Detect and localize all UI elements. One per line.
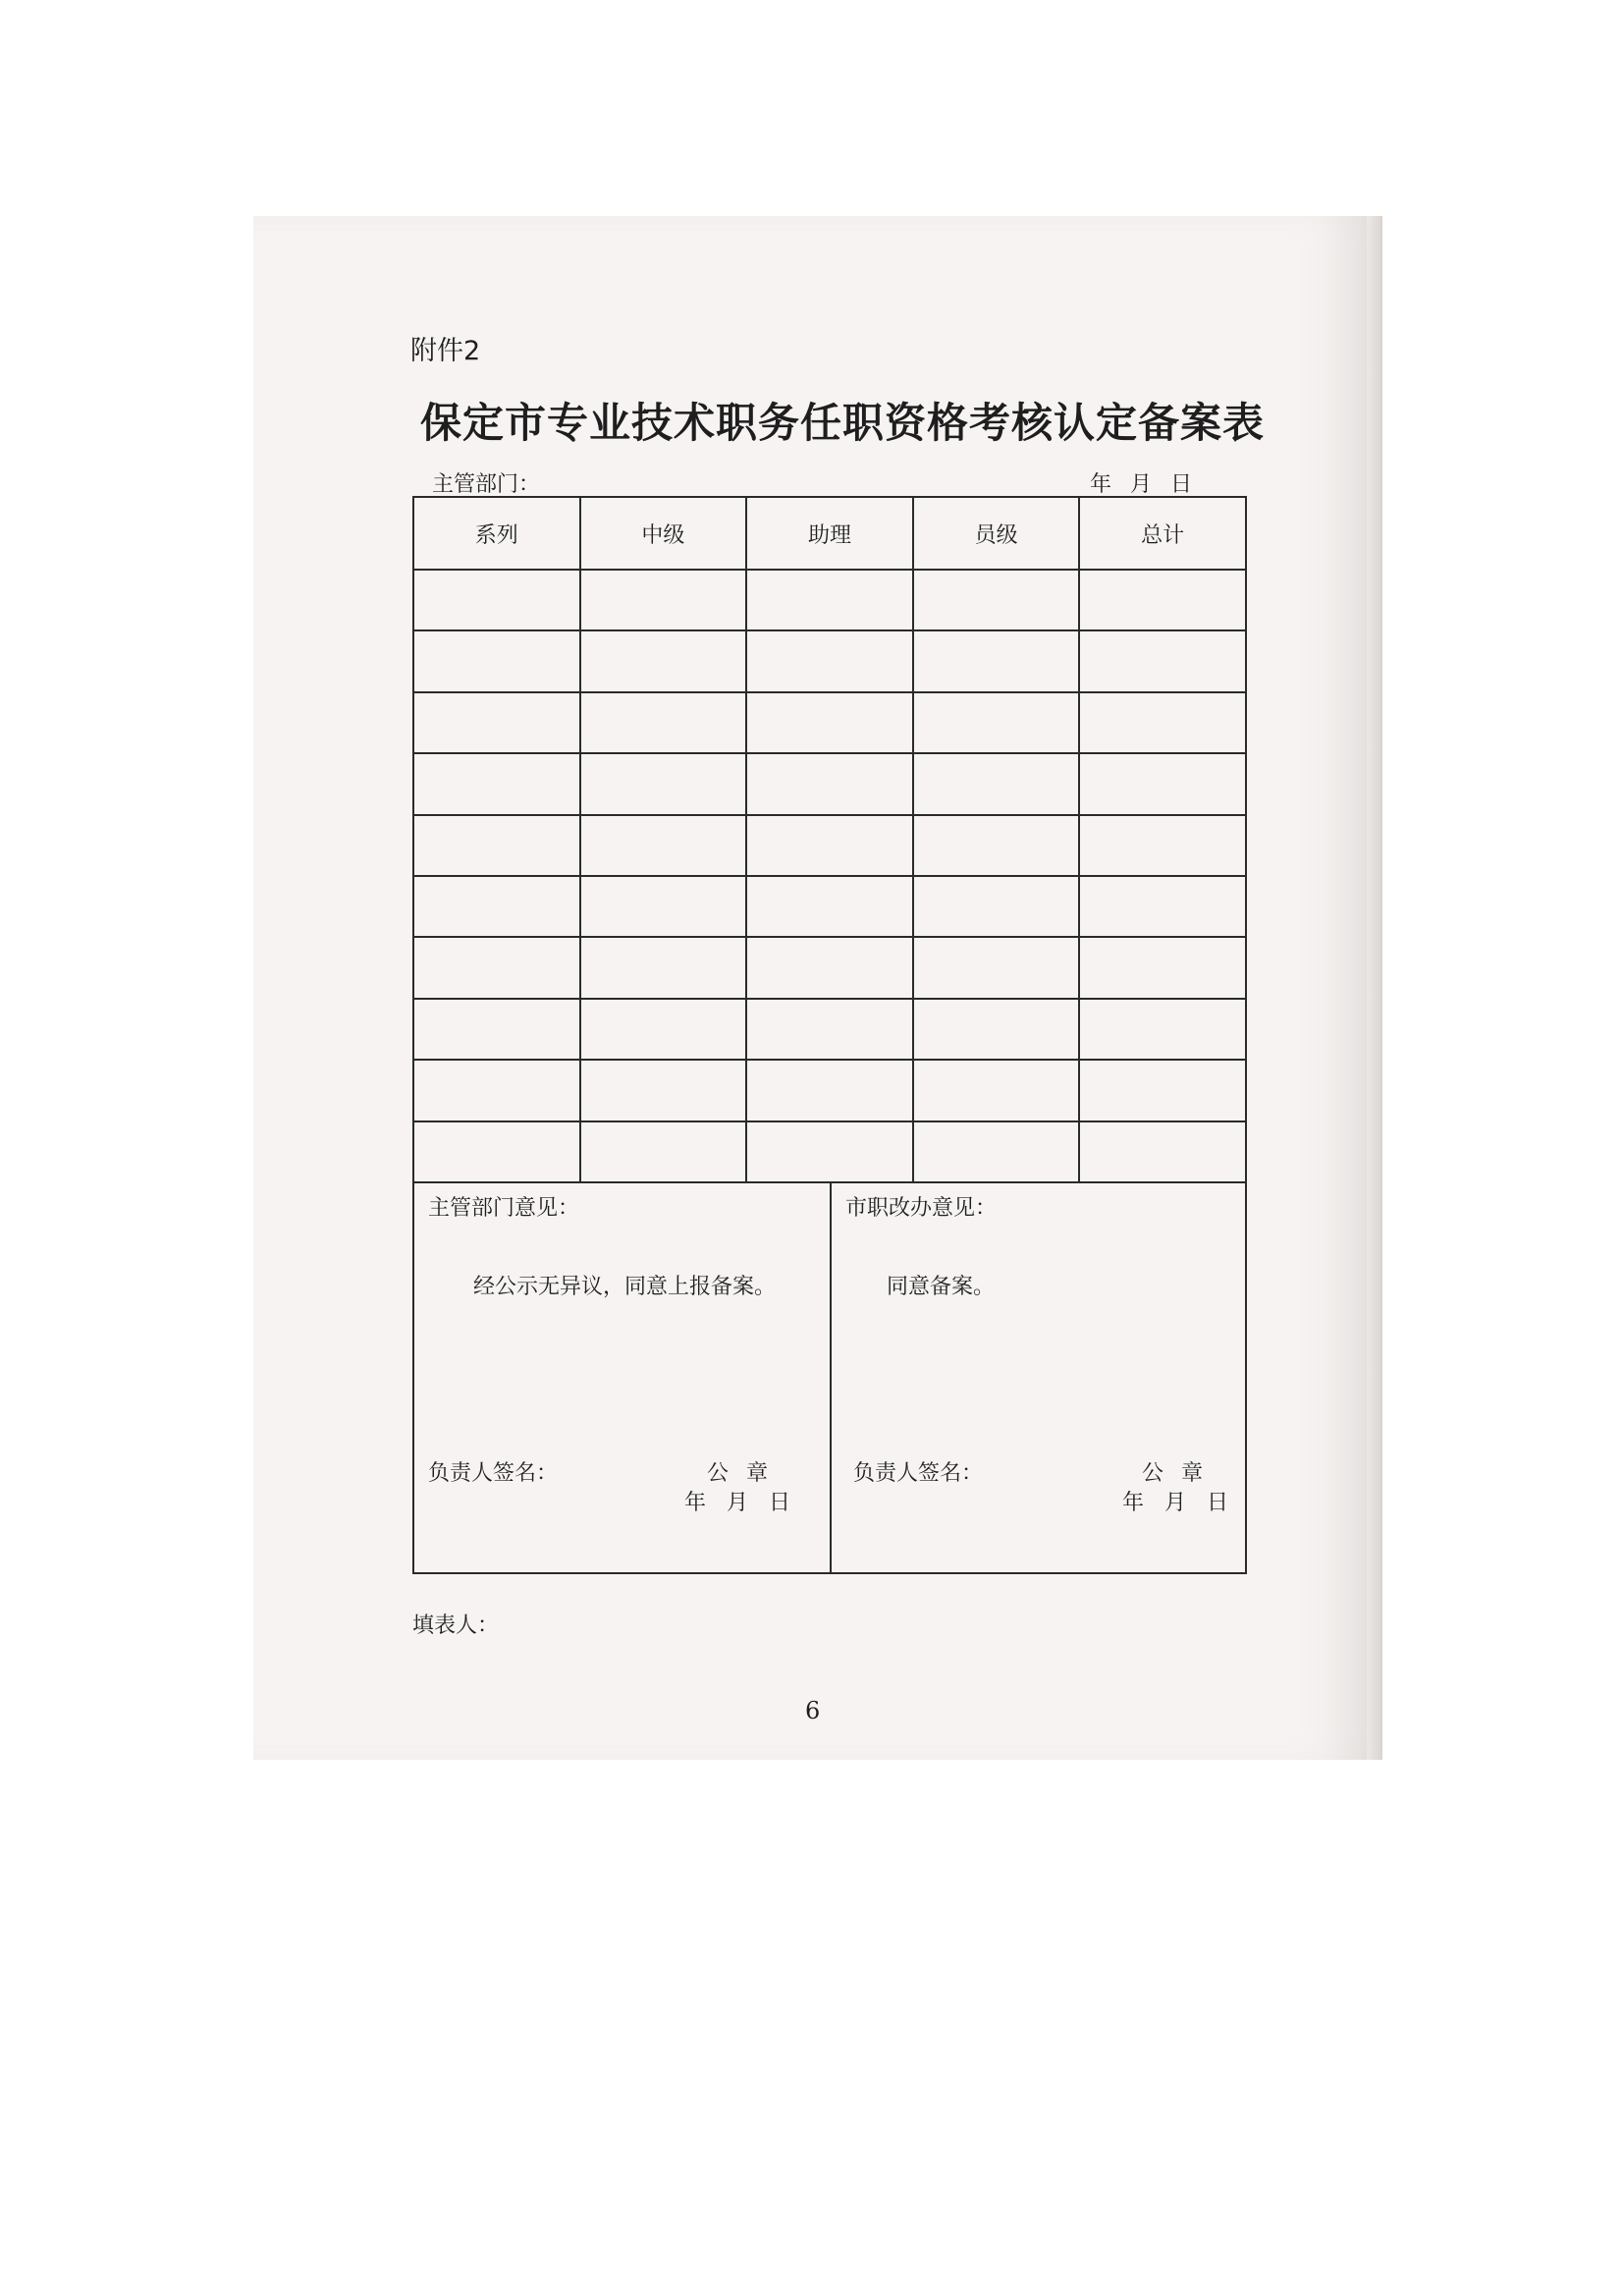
department-opinion-label: 主管部门意见： bbox=[428, 1196, 580, 1221]
table-cell bbox=[913, 570, 1080, 630]
page-edge-shadow bbox=[1367, 216, 1382, 1760]
table-cell bbox=[913, 815, 1080, 876]
column-header-total: 总计 bbox=[1079, 497, 1246, 570]
table-cell bbox=[413, 630, 580, 691]
table-row bbox=[413, 1060, 1246, 1121]
table-cell bbox=[1079, 999, 1246, 1060]
table-cell bbox=[580, 999, 747, 1060]
table-cell bbox=[1079, 1121, 1246, 1182]
filler-label: 填表人： bbox=[412, 1613, 500, 1638]
department-seal-label: 公章 bbox=[707, 1461, 786, 1486]
table-header-row bbox=[413, 497, 1246, 570]
title-office-opinion-label: 市职改办意见： bbox=[845, 1196, 998, 1221]
table-cell bbox=[580, 876, 747, 937]
table-cell bbox=[413, 937, 580, 998]
table-cell bbox=[580, 1060, 747, 1121]
title-office-opinion-date: 年 月 日 bbox=[1122, 1491, 1228, 1515]
title-office-opinion-panel bbox=[832, 1181, 1245, 1572]
table-cell bbox=[746, 937, 913, 998]
form-title: 保定市专业技术职务任职资格考核认定备案表 bbox=[420, 399, 1266, 447]
table-cell bbox=[746, 1121, 913, 1182]
table-cell bbox=[746, 570, 913, 630]
table-cell bbox=[913, 1121, 1080, 1182]
column-header-assistant: 助理 bbox=[746, 497, 913, 570]
table-cell bbox=[580, 815, 747, 876]
table-cell bbox=[1079, 692, 1246, 753]
table-cell bbox=[746, 876, 913, 937]
table-cell bbox=[413, 753, 580, 814]
page-number: 6 bbox=[805, 1697, 821, 1724]
table-row bbox=[413, 692, 1246, 753]
table-cell bbox=[746, 753, 913, 814]
table-cell bbox=[580, 753, 747, 814]
column-header-series: 系列 bbox=[413, 497, 580, 570]
record-table bbox=[412, 496, 1247, 1183]
title-office-opinion-text: 同意备案。 bbox=[887, 1275, 996, 1299]
department-opinion-panel bbox=[414, 1181, 832, 1572]
column-header-junior: 员级 bbox=[913, 497, 1080, 570]
table-cell bbox=[1079, 937, 1246, 998]
table-cell bbox=[913, 937, 1080, 998]
table-row bbox=[413, 1121, 1246, 1182]
table-cell bbox=[746, 815, 913, 876]
table-cell bbox=[913, 1060, 1080, 1121]
table-row bbox=[413, 876, 1246, 937]
table-cell bbox=[1079, 570, 1246, 630]
table-cell bbox=[913, 630, 1080, 691]
table-cell bbox=[1079, 1060, 1246, 1121]
table-cell bbox=[580, 692, 747, 753]
table-body bbox=[413, 570, 1246, 1182]
table-cell bbox=[413, 1060, 580, 1121]
table-cell bbox=[913, 753, 1080, 814]
table-row bbox=[413, 570, 1246, 630]
department-label: 主管部门： bbox=[432, 472, 541, 497]
table-cell bbox=[1079, 815, 1246, 876]
column-header-intermediate: 中级 bbox=[580, 497, 747, 570]
table-cell bbox=[580, 570, 747, 630]
table-cell bbox=[413, 570, 580, 630]
table-cell bbox=[913, 876, 1080, 937]
department-signer-label: 负责人签名： bbox=[428, 1461, 559, 1486]
table-cell bbox=[746, 630, 913, 691]
table-cell bbox=[1079, 753, 1246, 814]
table-cell bbox=[580, 630, 747, 691]
table-cell bbox=[913, 692, 1080, 753]
title-office-seal-label: 公章 bbox=[1142, 1461, 1221, 1486]
department-opinion-date: 年 月 日 bbox=[684, 1491, 790, 1515]
table-row bbox=[413, 999, 1246, 1060]
table-row bbox=[413, 815, 1246, 876]
table-cell bbox=[746, 692, 913, 753]
table-cell bbox=[413, 1121, 580, 1182]
table-cell bbox=[580, 1121, 747, 1182]
table-row bbox=[413, 630, 1246, 691]
table-cell bbox=[1079, 876, 1246, 937]
table-cell bbox=[413, 876, 580, 937]
header-date: 年 月 日 bbox=[1090, 472, 1192, 497]
table-row bbox=[413, 937, 1246, 998]
table-cell bbox=[913, 999, 1080, 1060]
table-cell bbox=[1079, 630, 1246, 691]
title-office-signer-label: 负责人签名： bbox=[853, 1461, 984, 1486]
table-cell bbox=[413, 692, 580, 753]
attachment-label: 附件2 bbox=[410, 336, 481, 366]
table-cell bbox=[413, 999, 580, 1060]
department-opinion-text: 经公示无异议，同意上报备案。 bbox=[473, 1275, 777, 1299]
opinion-section bbox=[412, 1181, 1247, 1574]
table-cell bbox=[413, 815, 580, 876]
table-row bbox=[413, 753, 1246, 814]
table-cell bbox=[746, 999, 913, 1060]
table-cell bbox=[580, 937, 747, 998]
table-cell bbox=[746, 1060, 913, 1121]
